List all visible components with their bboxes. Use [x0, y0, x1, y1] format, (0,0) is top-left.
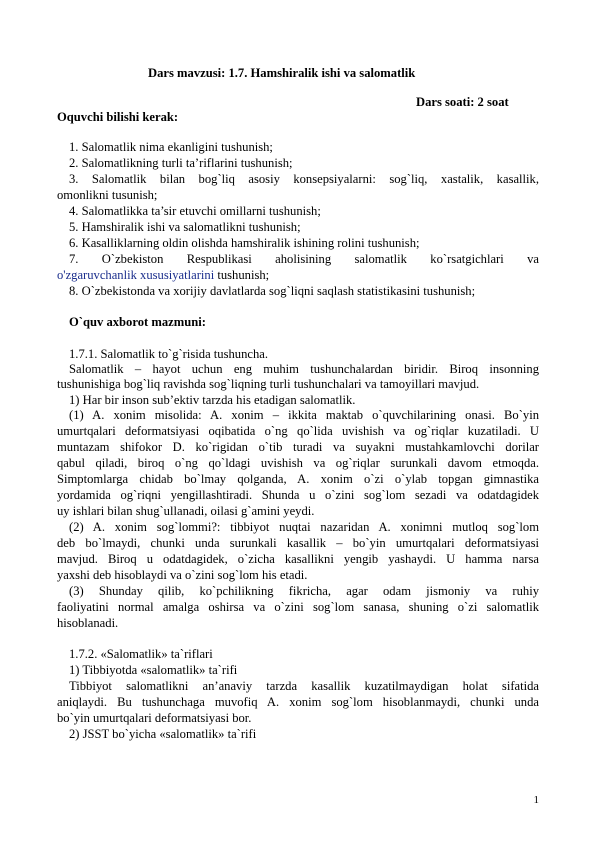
lesson-hours: Dars soati: 2 soat: [416, 95, 509, 109]
body-line: yaxshi deb hisoblaydi va o`zini sog`lom his etadi.: [57, 568, 308, 582]
section-heading: 1.7.1. Salomatlik to`g`risida tushuncha.: [69, 347, 269, 361]
body-line: 2) JSST bo`yicha «salomatlik» ta`rifi: [69, 727, 257, 741]
section-heading: 1.7.2. «Salomatlik» ta`riflari: [69, 647, 213, 661]
goal-item-cont: [57, 268, 269, 283]
page-number: 1: [533, 794, 539, 806]
body-line: uy ishlari bilan shug`ullanadi, oilasi g`amini yeydi.: [57, 504, 315, 518]
know-heading: Oquvchi bilishi kerak:: [57, 110, 179, 124]
body-line: (2) A. xonim sog`lommi?: tibbiyot nuqtai nazaridan A. xonimni mutloq sog`lom: [69, 520, 539, 534]
goal-item: 1. Salomatlik nima ekanligini tushunish;: [69, 140, 273, 154]
highlighted-link[interactable]: o'zgaruvchanlik xususiyatlarini: [57, 268, 215, 282]
goal-item: 2. Salomatlikning turli ta’riflarini tushunish;: [69, 156, 293, 170]
body-line: faoliyatini normal amalga oshirsa va o`zini sog`lom sanasa, shuning o`zi salomatlik: [57, 600, 539, 614]
body-line: 1) Har bir inson sub’ektiv tarzda his etadigan salomatlik.: [69, 393, 356, 407]
goal-item: 6. Kasalliklarning oldin olishda hamshiralik ishining rolini tushunish;: [69, 236, 420, 250]
body-line: yordamida og`riqni yengillashtiradi. Shunda u o`zini sog`lom sezadi va odatdagidek: [57, 488, 539, 502]
lesson-title: Dars mavzusi: 1.7. Hamshiralik ishi va salomatlik: [148, 66, 416, 80]
body-line: muntazam shifokor D. ko`rigidan o`tib turadi va suyakni mustahkamlovchi dorilar: [57, 440, 539, 454]
body-line: Salomatlik – hayot uchun eng muhim tushunchalardan biridir. Biroq insonning: [69, 362, 539, 376]
body-line: aniqlaydi. Bu tushunchaga muvofiq A. xonim sog`lom hisoblanmaydi, chunki unda: [57, 695, 539, 709]
body-line: (1) A. xonim misolida: A. xonim – ikkita maktab o`quvchilarining onasi. Bo`yin: [69, 408, 539, 422]
body-line: tushunishiga bog`liq ravishda sog`liqning turli tushunchalari va tamoyillari mavjud.: [57, 377, 480, 391]
goal-item: 3. Salomatlik bilan bog`liq asosiy konsepsiyalarni: sog`liq, xastalik, kasallik,: [69, 172, 539, 186]
goal-item: 7. O`zbekiston Respublikasi aholisining salomatlik ko`rsatgichlari va: [69, 252, 539, 266]
goal-item: 8. O`zbekistonda va xorijiy davlatlarda sog`liqni saqlash statistikasini tushunish;: [69, 284, 476, 298]
body-line: 1) Tibbiyotda «salomatlik» ta`rifi: [69, 663, 238, 677]
goal-item: 4. Salomatlikka ta’sir etuvchi omillarni tushunish;: [69, 204, 321, 218]
goal-item: 5. Hamshiralik ishi va salomatlikni tushunish;: [69, 220, 301, 234]
body-line: (3) Shunday qilib, ko`pchilikning fikricha, agar odam jismoniy va ruhiy: [69, 584, 539, 598]
body-line: deb bo`lmaydi, chunki unda surunkali kasallik – bo`yin umurtqalari deformatsiyasi: [57, 536, 539, 550]
body-line: qabul qiladi, biroq o`ng qo`ldagi uvishish va og`riqlar surunkali davom etmoqda.: [57, 456, 539, 470]
body-line: mavjud. Biroq u odatdagidek, o`zicha kasallikni yengib yashaydi. U hamma narsa: [57, 552, 539, 566]
body-line: umurtqalari deformatsiyasi oqibatida o`ng qo`lida uvishish va og`riqlar kuzatiladi. U: [57, 424, 539, 438]
goal-item-tail: tushunish;: [214, 268, 270, 282]
body-line: Simptomlarga chidab bo`lmay qolganda, A. xonim o`zi o`ylab topgan gimnastika: [57, 472, 539, 486]
body-line: hisoblanadi.: [57, 616, 119, 630]
content-heading: O`quv axborot mazmuni:: [69, 315, 206, 329]
goal-item-cont: omonlikni tusunish;: [57, 188, 158, 202]
body-line: bo`yin umurtqalari deformatsiyasi bor.: [57, 711, 252, 725]
body-line: Tibbiyot salomatlikni an’anaviy tarzda kasallik kuzatilmaydigan holat sifatida: [69, 679, 539, 693]
